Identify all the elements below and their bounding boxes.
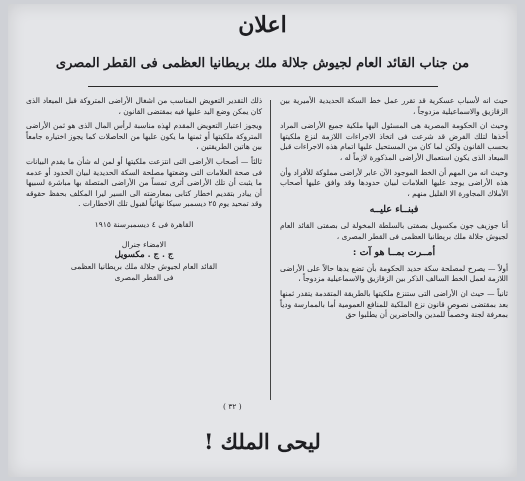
right-column bbox=[280, 96, 508, 325]
decision-paragraph: أنا جوزيف جون مكسويل بصفتى بالسلطة المخولة لى بصفتى القائد العام لجيوش جلالة ملك بريطانيا العظمى فى القطر المصرى ، bbox=[280, 220, 508, 241]
header-divider bbox=[88, 86, 438, 87]
signature-title: الامضاء جنرال bbox=[121, 239, 167, 249]
left-column bbox=[26, 96, 262, 283]
signatory-role: القائد العام لجيوش جلالة ملك بريطانيا العظمى bbox=[70, 261, 218, 271]
paragraph: ويجوز اعتبار التعويض المقدم لهذه مناسبة لرأس المال الذى هو ثمن الأراضى المتروكة ملكيتها أو ثمنها ما يكون عليها من الحاصلات كما يجوز اختياره جامعاً بين هاتين الطريقتين ، bbox=[26, 121, 262, 152]
signature-block bbox=[26, 239, 262, 283]
issue-date: القاهرة فى ٤ ديسمبرسنة ١٩١٥ bbox=[94, 219, 194, 229]
page-subtitle: من جناب القائد العام لجيوش جلالة ملك بريطانيا العظمى فى القطر المصرى bbox=[55, 56, 470, 71]
order-item: ثانياً — حيث ان الأراضى التى ستنزع ملكيتها بالطريقة المتقدمة يتقدر ثمنها بعد بمقتضى نصوص قانون نزع الملكية للمنافع العمومية أما بالممارسة ودياً بمعرفة لجنة وخصماً للمدين والحاضرين أن يطلبوا حق bbox=[280, 288, 508, 320]
paragraph: ذلك التقدير التعويض المناسب من اشغال الأراضى المتروكة قبل الميعاد الذى كان يمكن وضع اليد عليها فيه بمقتضى القانون ، bbox=[26, 96, 262, 116]
notice-document bbox=[8, 4, 517, 477]
paragraph: وحيث انه من المهم أن الخط الموجود الآن عابر لأراضى مملوكة للأفراد وأن هذه الأراضى يوجد عليها العلامات لبيان حدودها وقد وافق عليها أصحاب الأملاك المجاورة الا القليل منهم ، bbox=[280, 167, 508, 198]
closing-slogan: ليحى الملك ! bbox=[204, 429, 321, 454]
order-item: أولاً — يصرح لمصلحة سكة حديد الحكومة بأن تضع يدها حالاً على الأراضى اللازمة لعمل الخط السالف الذكر بين الزقازيق والاسماعيلية مزدوجاً ، bbox=[280, 263, 508, 284]
page-title: اعلان bbox=[238, 12, 287, 38]
footnote-number: ( ٣٢ ) bbox=[223, 402, 242, 411]
paragraph: وحيث ان الحكومة المصرية هى المسئول اليها ملكية جميع الأراضى المراد أخذها لتلك الفرض قد شرعت فى اتخاذ الاجراءات اللازمة لنزع ملكيتها بحسب القانون ولكن لما كان من المستحيل عليها اتمام هذه الاجراءات قبل الميعاد الذى يكون استعمال الأراضى المذكورة لازماً له ، bbox=[280, 121, 508, 162]
section-heading: فبنــاء عليــه bbox=[369, 204, 419, 216]
signatory-region: فى القطر المصرى bbox=[114, 272, 174, 282]
signatory-name: ج . ج . مكسويل bbox=[114, 249, 174, 260]
paragraph: حيث انه لأسباب عسكرية قد تقرر عمل خط السكة الحديدية الأميرية بين الزقازيق والاسماعيلية مزدوجاً ، bbox=[280, 96, 508, 116]
column-divider bbox=[270, 100, 271, 400]
section-heading: أمــرت بمــا هو آت : bbox=[352, 247, 436, 259]
paragraph: ثالثاً — أصحاب الأراضى التى انتزعت ملكيتها أو لمن له شأن ما يقدم البيانات فى صحة العلامات التى وضعتها مصلحة السكة الحديدية لبيان الحدود أو عدمه ما يثبت أن تلك الأراضى أثرى تمساً من الأراضى المتصلة بها مباشرة لسبيها أن يبادر بتقديم اخطار كتابى بمعارضته الى السير ليرا المكلف بحفظ حقوقه وقد تمحيد يوم ٢٥ ديسمبر سيكا نهائياً لقبول تلك الاخطارات . bbox=[26, 156, 262, 209]
